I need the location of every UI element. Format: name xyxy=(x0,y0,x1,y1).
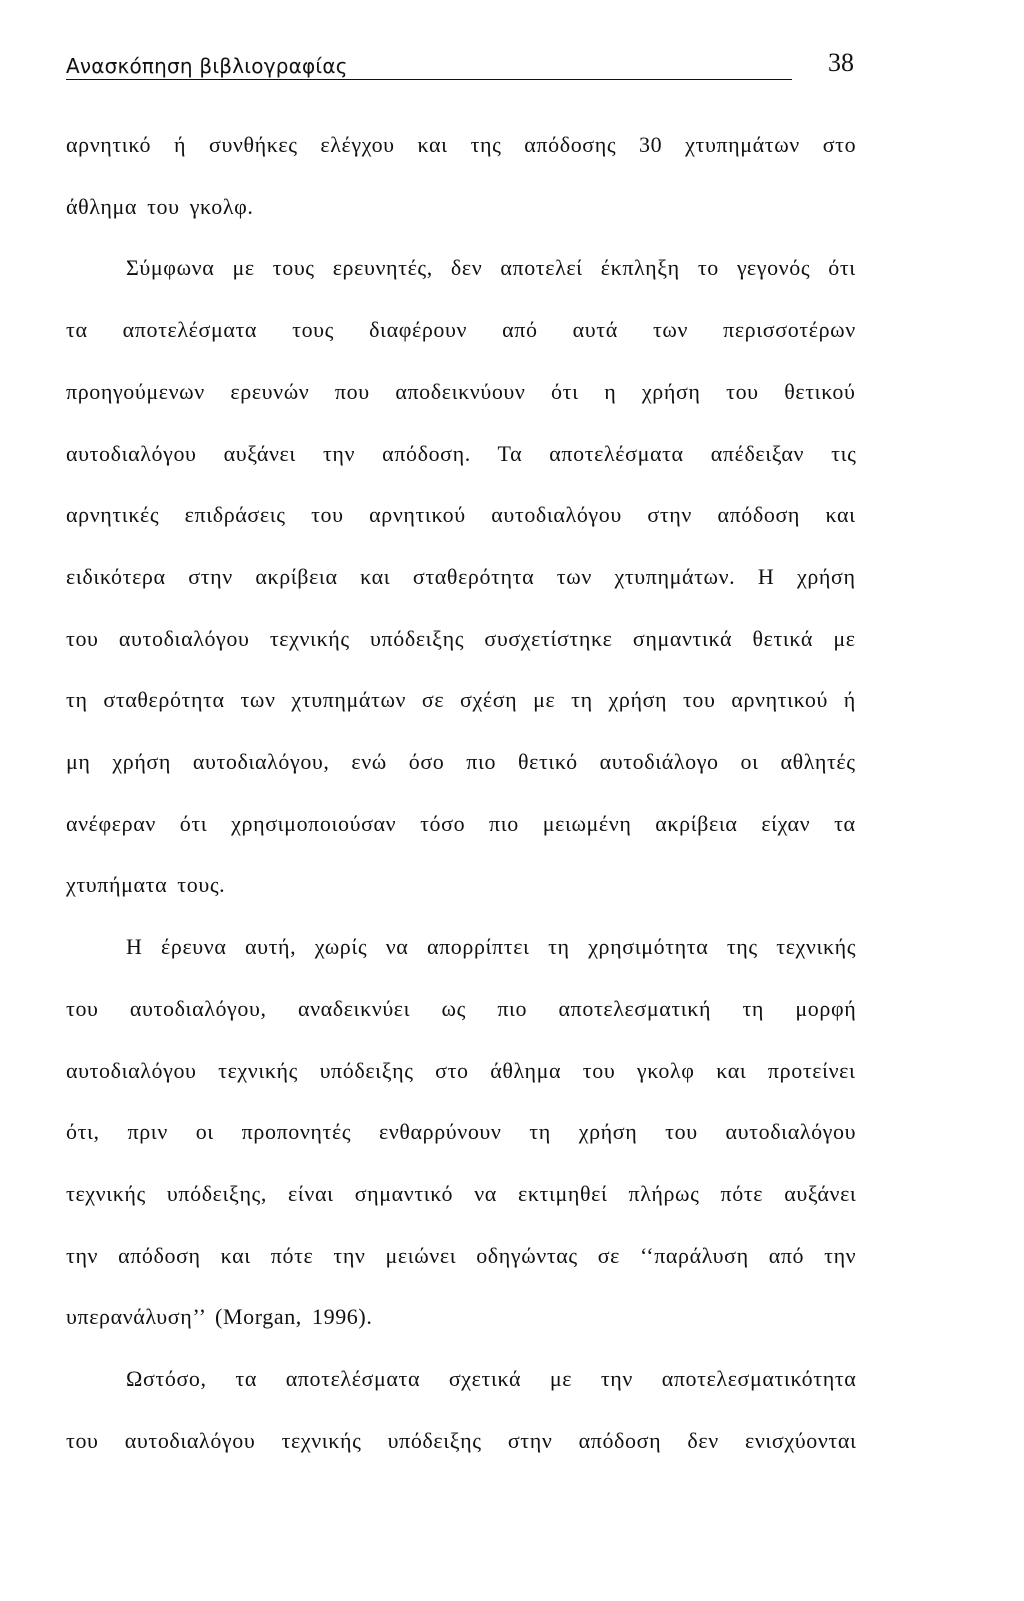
text-line: άθλημα του γκολφ. xyxy=(66,193,254,219)
text-line: ότι, πριν οι προπονητές ενθαρρύνουν τη χρήση του αυτοδιαλόγου xyxy=(66,1119,857,1145)
text-line: προηγούμενων ερευνών που αποδεικνύουν ότι η χρήση του θετικού xyxy=(66,378,856,404)
text-line: τεχνικής υπόδειξης, είναι σημαντικό να εκτιμηθεί πλήρως πότε αυξάνει xyxy=(66,1180,857,1206)
text-line: χτυπήματα τους. xyxy=(66,872,226,898)
text-line: τη σταθερότητα των χτυπημάτων σε σχέση με τη χρήση του αρνητικού ή xyxy=(66,687,856,713)
text-line: Η έρευνα αυτή, χωρίς να απορρίπτει τη χρησιμότητα της τεχνικής xyxy=(126,934,857,960)
text-line: του αυτοδιαλόγου τεχνικής υπόδειξης συσχετίστηκε σημαντικά θετικά με xyxy=(66,625,856,651)
text-line: Σύμφωνα με τους ερευνητές, δεν αποτελεί έκπληξη το γεγονός ότι xyxy=(126,255,856,281)
text-line: αυτοδιαλόγου τεχνικής υπόδειξης στο άθλημα του γκολφ και προτείνει xyxy=(66,1057,856,1083)
text-line: αυτοδιαλόγου αυξάνει την απόδοση. Τα αποτελέσματα απέδειξαν τις xyxy=(66,440,857,466)
paragraph-2 xyxy=(66,237,856,916)
text-line: αρνητικές επιδράσεις του αρνητικού αυτοδιαλόγου στην απόδοση και xyxy=(66,502,856,528)
text-line: ειδικότερα στην ακρίβεια και σταθερότητα των χτυπημάτων. Η χρήση xyxy=(66,563,856,589)
text-line: την απόδοση και πότε την μειώνει οδηγώντας σε ‘‘παράλυση από την xyxy=(66,1242,857,1268)
text-line: του αυτοδιαλόγου, αναδεικνύει ως πιο αποτελεσματική τη μορφή xyxy=(66,995,857,1021)
paragraph-3 xyxy=(66,916,856,1348)
body-text xyxy=(66,114,856,1471)
page-number: 38 xyxy=(828,48,854,77)
running-header xyxy=(66,48,854,82)
text-line: υπερανάλυση’’ (Morgan, 1996). xyxy=(66,1304,373,1330)
header-rule xyxy=(66,79,792,80)
header-section-title: Ανασκόπηση βιβλιογραφίας xyxy=(66,54,348,78)
paragraph-1 xyxy=(66,114,856,237)
text-line: αρνητικό ή συνθήκες ελέγχου και της απόδοσης 30 χτυπημάτων στο xyxy=(66,132,857,157)
text-line: του αυτοδιαλόγου τεχνικής υπόδειξης στην απόδοση δεν ενισχύονται xyxy=(66,1427,857,1453)
text-line: Ωστόσο, τα αποτελέσματα σχετικά με την αποτελεσματικότητα xyxy=(126,1366,857,1392)
text-line: ανέφεραν ότι χρησιμοποιούσαν τόσο πιο μειωμένη ακρίβεια είχαν τα xyxy=(66,810,856,836)
text-line: τα αποτελέσματα τους διαφέρουν από αυτά των περισσοτέρων xyxy=(66,317,856,343)
text-line: μη χρήση αυτοδιαλόγου, ενώ όσο πιο θετικό αυτοδιάλογο οι αθλητές xyxy=(66,749,856,775)
paragraph-4 xyxy=(66,1348,856,1471)
